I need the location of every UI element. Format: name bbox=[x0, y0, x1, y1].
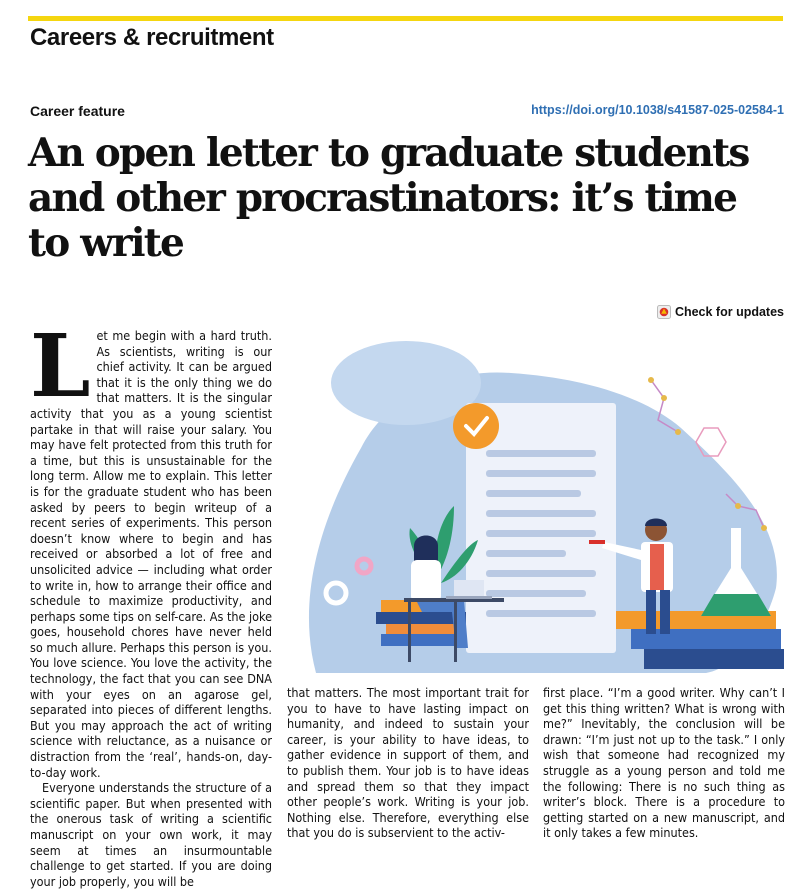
article-paragraph: et me begin with a hard truth. As scientists, writing is our chief activity. It can be argued that it is the only thing we do that matters. It is the singular activity that you as a young scientist partake in that will raise your salary. You may have felt protected from this truth for a time, but this is unsustainable for the long term. Allow me to explain. This letter is for the graduate student who has been asked by peers to begin writeup of a recent series of experiments. This person doesn’t know where to begin and has received or absorbed a lot of free and unsolicited advice — including what order to write in, how to arrange their office and schedule to maximize productivity, and perhaps some tips on self-care. As the joke goes, household chores have never held so much allure. Perhaps this person is you. You love science. You love the activity, the technology, the fact that you can see DNA with your eyes on an agarose gel, separated into pieces of different lengths. But you may approach the act of writing science with reluctance, as a nuisance or distraction from the ‘real’, hands-on, day-to-day work. bbox=[30, 328, 272, 780]
drop-cap: L bbox=[30, 316, 91, 417]
document-lines bbox=[486, 450, 596, 617]
section-title: Careers & recruitment bbox=[30, 24, 274, 51]
doi-link[interactable]: https://doi.org/10.1038/s41587-025-02584-1 bbox=[531, 103, 784, 117]
article-type-label: Career feature bbox=[30, 103, 125, 119]
article-paragraph: that matters. The most important trait for you to have to have lasting impact on humanity, and indeed to sustain your career, is your ability to have ideas, to gather evidence in support of them, and to publish them. Your job is to have ideas and spread them so that they impact other people’s work. Writing is your job. Nothing else. Therefore, everything else that you do is subservient to the activ- bbox=[287, 685, 529, 841]
article-paragraph: Everyone understands the structure of a scientific paper. But when presented with the onerous task of writing a scientific manuscript on your own work, it may seem at times an insurmountable challenge to get started. If you are doing your job properly, you will be bbox=[30, 780, 272, 889]
article-column-2 bbox=[287, 685, 529, 841]
check-for-updates-label: Check for updates bbox=[674, 305, 784, 319]
top-accent-bar bbox=[28, 16, 783, 21]
check-for-updates-button[interactable] bbox=[657, 305, 784, 319]
article-paragraph: first place. “I’m a good writer. Why can’t I get this thing written? What is wrong with me?” Inevitably, the conclusion will be drawn: “I’m just not up to the task.” I only wish that someone had recognized my struggle as a young person and told me the following: There is no such thing as writer’s block. There is a procedure to getting started on a new manuscript, and it only takes a few minutes. bbox=[543, 685, 785, 841]
article-column-3 bbox=[543, 685, 785, 841]
article-headline: An open letter to graduate students and other procrastinators: it’s time to write bbox=[28, 130, 749, 266]
article-illustration bbox=[286, 328, 786, 676]
check-for-updates-icon bbox=[657, 305, 671, 319]
checkmark-circle bbox=[453, 403, 499, 449]
article-column-1 bbox=[30, 316, 272, 889]
